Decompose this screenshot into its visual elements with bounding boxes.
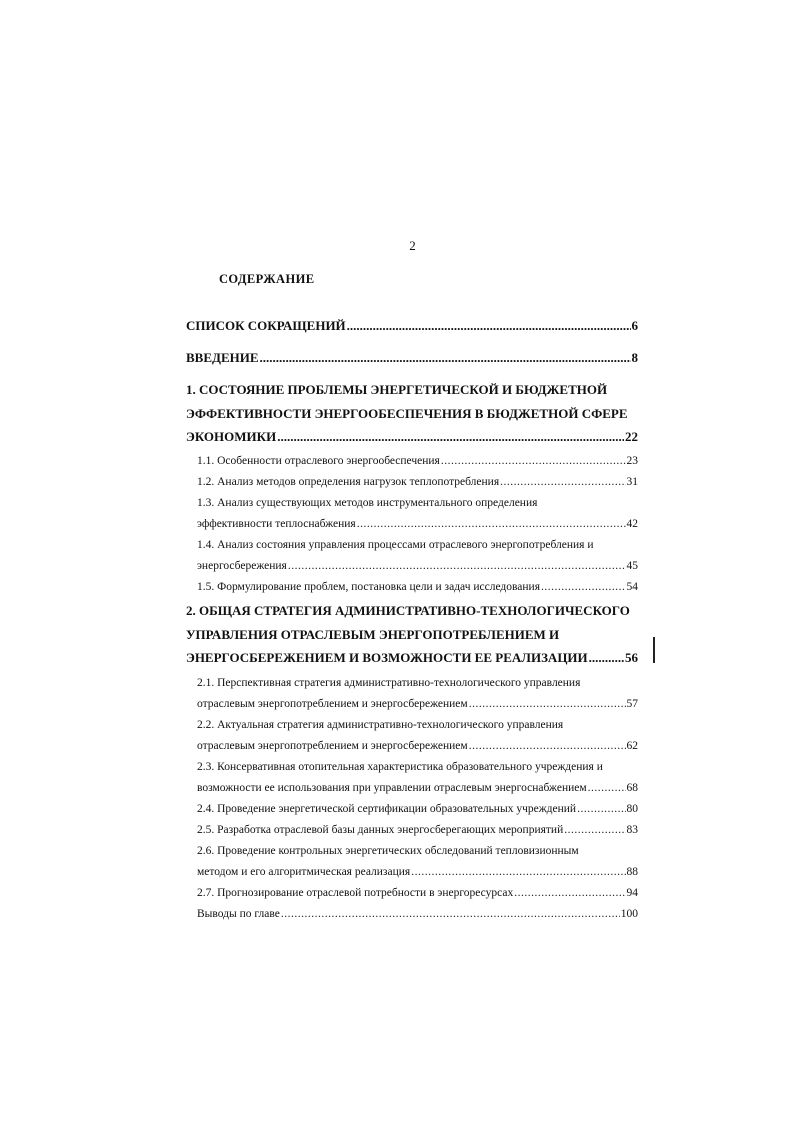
chapter2-title-line3: ЭНЕРГОСБЕРЕЖЕНИЕМ И ВОЗМОЖНОСТИ ЕЕ РЕАЛИЗАЦИИ bbox=[186, 650, 588, 665]
toc-entry-title: отраслевым энергопотреблением и энергосбережением bbox=[197, 740, 468, 752]
toc-page-number: 22 bbox=[625, 429, 638, 444]
toc-entry-title: методом и его алгоритмическая реализация bbox=[197, 866, 411, 878]
toc-page-number: 54 bbox=[626, 581, 638, 593]
dot-leader bbox=[347, 318, 631, 334]
dot-leader bbox=[411, 866, 625, 878]
chapter2-title-line1[interactable]: 2. ОБЩАЯ СТРАТЕГИЯ АДМИНИСТРАТИВНО-ТЕХНОЛОГИЧЕСКОГО bbox=[186, 603, 630, 618]
toc-page-number: 6 bbox=[631, 318, 638, 333]
chapter1-title-line3: ЭКОНОМИКИ bbox=[186, 429, 277, 444]
toc-page-number: 56 bbox=[625, 650, 638, 665]
dot-leader bbox=[357, 518, 626, 530]
toc-page-number: 45 bbox=[626, 560, 638, 572]
toc-entry-title: 1.5. Формулирование проблем, постановка цели и задач исследования bbox=[197, 581, 540, 593]
dot-leader bbox=[441, 455, 626, 467]
toc-entry-title: ВВЕДЕНИЕ bbox=[186, 350, 259, 365]
toc-entry-title: 1.1. Особенности отраслевого энергообеспечения bbox=[197, 455, 440, 467]
toc-entry-title: отраслевым энергопотреблением и энергосбережением bbox=[197, 698, 468, 710]
toc-entry-2-3-line1[interactable]: 2.3. Консервативная отопительная характеристика образовательного учреждения и bbox=[197, 761, 603, 773]
toc-entry-1-1[interactable] bbox=[197, 455, 638, 467]
toc-entry-1-3[interactable] bbox=[197, 518, 638, 530]
dot-leader bbox=[500, 476, 625, 488]
toc-entry-2-3[interactable] bbox=[197, 782, 638, 794]
toc-page-number: 31 bbox=[626, 476, 638, 488]
toc-page-number: 94 bbox=[626, 887, 638, 899]
toc-entry-2-5[interactable] bbox=[197, 824, 638, 836]
toc-entry-title: Выводы по главе bbox=[197, 908, 280, 920]
chapter1-title-line1[interactable]: 1. СОСТОЯНИЕ ПРОБЛЕМЫ ЭНЕРГЕТИЧЕСКОЙ И БЮДЖЕТНОЙ bbox=[186, 382, 608, 397]
dot-leader bbox=[541, 581, 626, 593]
toc-entry-intro[interactable] bbox=[186, 350, 638, 366]
toc-page-number: 68 bbox=[626, 782, 638, 794]
chapter2-title-line2[interactable]: УПРАВЛЕНИЯ ОТРАСЛЕВЫМ ЭНЕРГОПОТРЕБЛЕНИЕМ И bbox=[186, 627, 560, 642]
toc-entry-abbreviations[interactable] bbox=[186, 318, 638, 334]
toc-page-number: 100 bbox=[620, 908, 638, 920]
toc-page-number: 23 bbox=[626, 455, 638, 467]
dot-leader bbox=[469, 740, 626, 752]
dot-leader bbox=[288, 560, 626, 572]
toc-entry-chapter1[interactable] bbox=[186, 429, 638, 445]
toc-entry-title: 1.2. Анализ методов определения нагрузок теплопотребления bbox=[197, 476, 500, 488]
toc-entry-2-2-line1[interactable]: 2.2. Актуальная стратегия административно-технологического управления bbox=[197, 719, 564, 731]
toc-entry-2-1[interactable] bbox=[197, 698, 638, 710]
toc-page-number: 62 bbox=[626, 740, 638, 752]
toc-entry-2-1-line1[interactable]: 2.1. Перспективная стратегия административно-технологического управления bbox=[197, 677, 581, 689]
toc-entry-2-6[interactable] bbox=[197, 866, 638, 878]
dot-leader bbox=[281, 908, 620, 920]
toc-entry-1-2[interactable] bbox=[197, 476, 638, 488]
dot-leader bbox=[277, 429, 624, 445]
toc-entry-2-6-line1[interactable]: 2.6. Проведение контрольных энергетических обследований тепловизионным bbox=[197, 845, 579, 857]
toc-page-number: 57 bbox=[626, 698, 638, 710]
toc-entry-title: эффективности теплоснабжения bbox=[197, 518, 356, 530]
dot-leader bbox=[514, 887, 625, 899]
toc-entry-1-4[interactable] bbox=[197, 560, 638, 572]
page-number: 2 bbox=[409, 238, 416, 253]
dot-leader bbox=[469, 698, 626, 710]
toc-entry-title: 2.4. Проведение энергетической сертификации образовательных учреждений bbox=[197, 803, 577, 815]
chapter1-title-line2[interactable]: ЭФФЕКТИВНОСТИ ЭНЕРГООБЕСПЕЧЕНИЯ В БЮДЖЕТНОЙ СФЕРЕ bbox=[186, 406, 628, 421]
dot-leader bbox=[588, 782, 626, 794]
toc-page-number: 42 bbox=[626, 518, 638, 530]
toc-entry-title: энергосбережения bbox=[197, 560, 287, 572]
toc-entry-2-2[interactable] bbox=[197, 740, 638, 752]
toc-entry-title: 2.5. Разработка отраслевой базы данных энергосберегающих мероприятий bbox=[197, 824, 564, 836]
dot-leader bbox=[577, 803, 625, 815]
toc-entry-chapter2[interactable] bbox=[186, 650, 638, 666]
dot-leader bbox=[260, 350, 631, 366]
toc-page-number: 88 bbox=[626, 866, 638, 878]
toc-entry-1-3-line1[interactable]: 1.3. Анализ существующих методов инструментального определения bbox=[197, 497, 538, 509]
toc-entry-title: СПИСОК СОКРАЩЕНИЙ bbox=[186, 318, 346, 333]
toc-entry-2-4[interactable] bbox=[197, 803, 638, 815]
toc-entry-title: возможности ее использования при управлении отраслевым энергоснабжением bbox=[197, 782, 587, 794]
toc-page-number: 83 bbox=[626, 824, 638, 836]
dot-leader bbox=[564, 824, 625, 836]
contents-heading: СОДЕРЖАНИЕ bbox=[219, 272, 315, 286]
toc-page-number: 80 bbox=[626, 803, 638, 815]
toc-entry-conclusions[interactable] bbox=[197, 908, 638, 920]
toc-entry-1-5[interactable] bbox=[197, 581, 638, 593]
toc-entry-1-4-line1[interactable]: 1.4. Анализ состояния управления процессами отраслевого энергопотребления и bbox=[197, 539, 594, 551]
dot-leader bbox=[589, 650, 624, 666]
margin-mark bbox=[653, 637, 655, 663]
toc-entry-2-7[interactable] bbox=[197, 887, 638, 899]
toc-entry-title: 2.7. Прогнозирование отраслевой потребности в энергоресурсах bbox=[197, 887, 514, 899]
toc-page-number: 8 bbox=[631, 350, 638, 365]
